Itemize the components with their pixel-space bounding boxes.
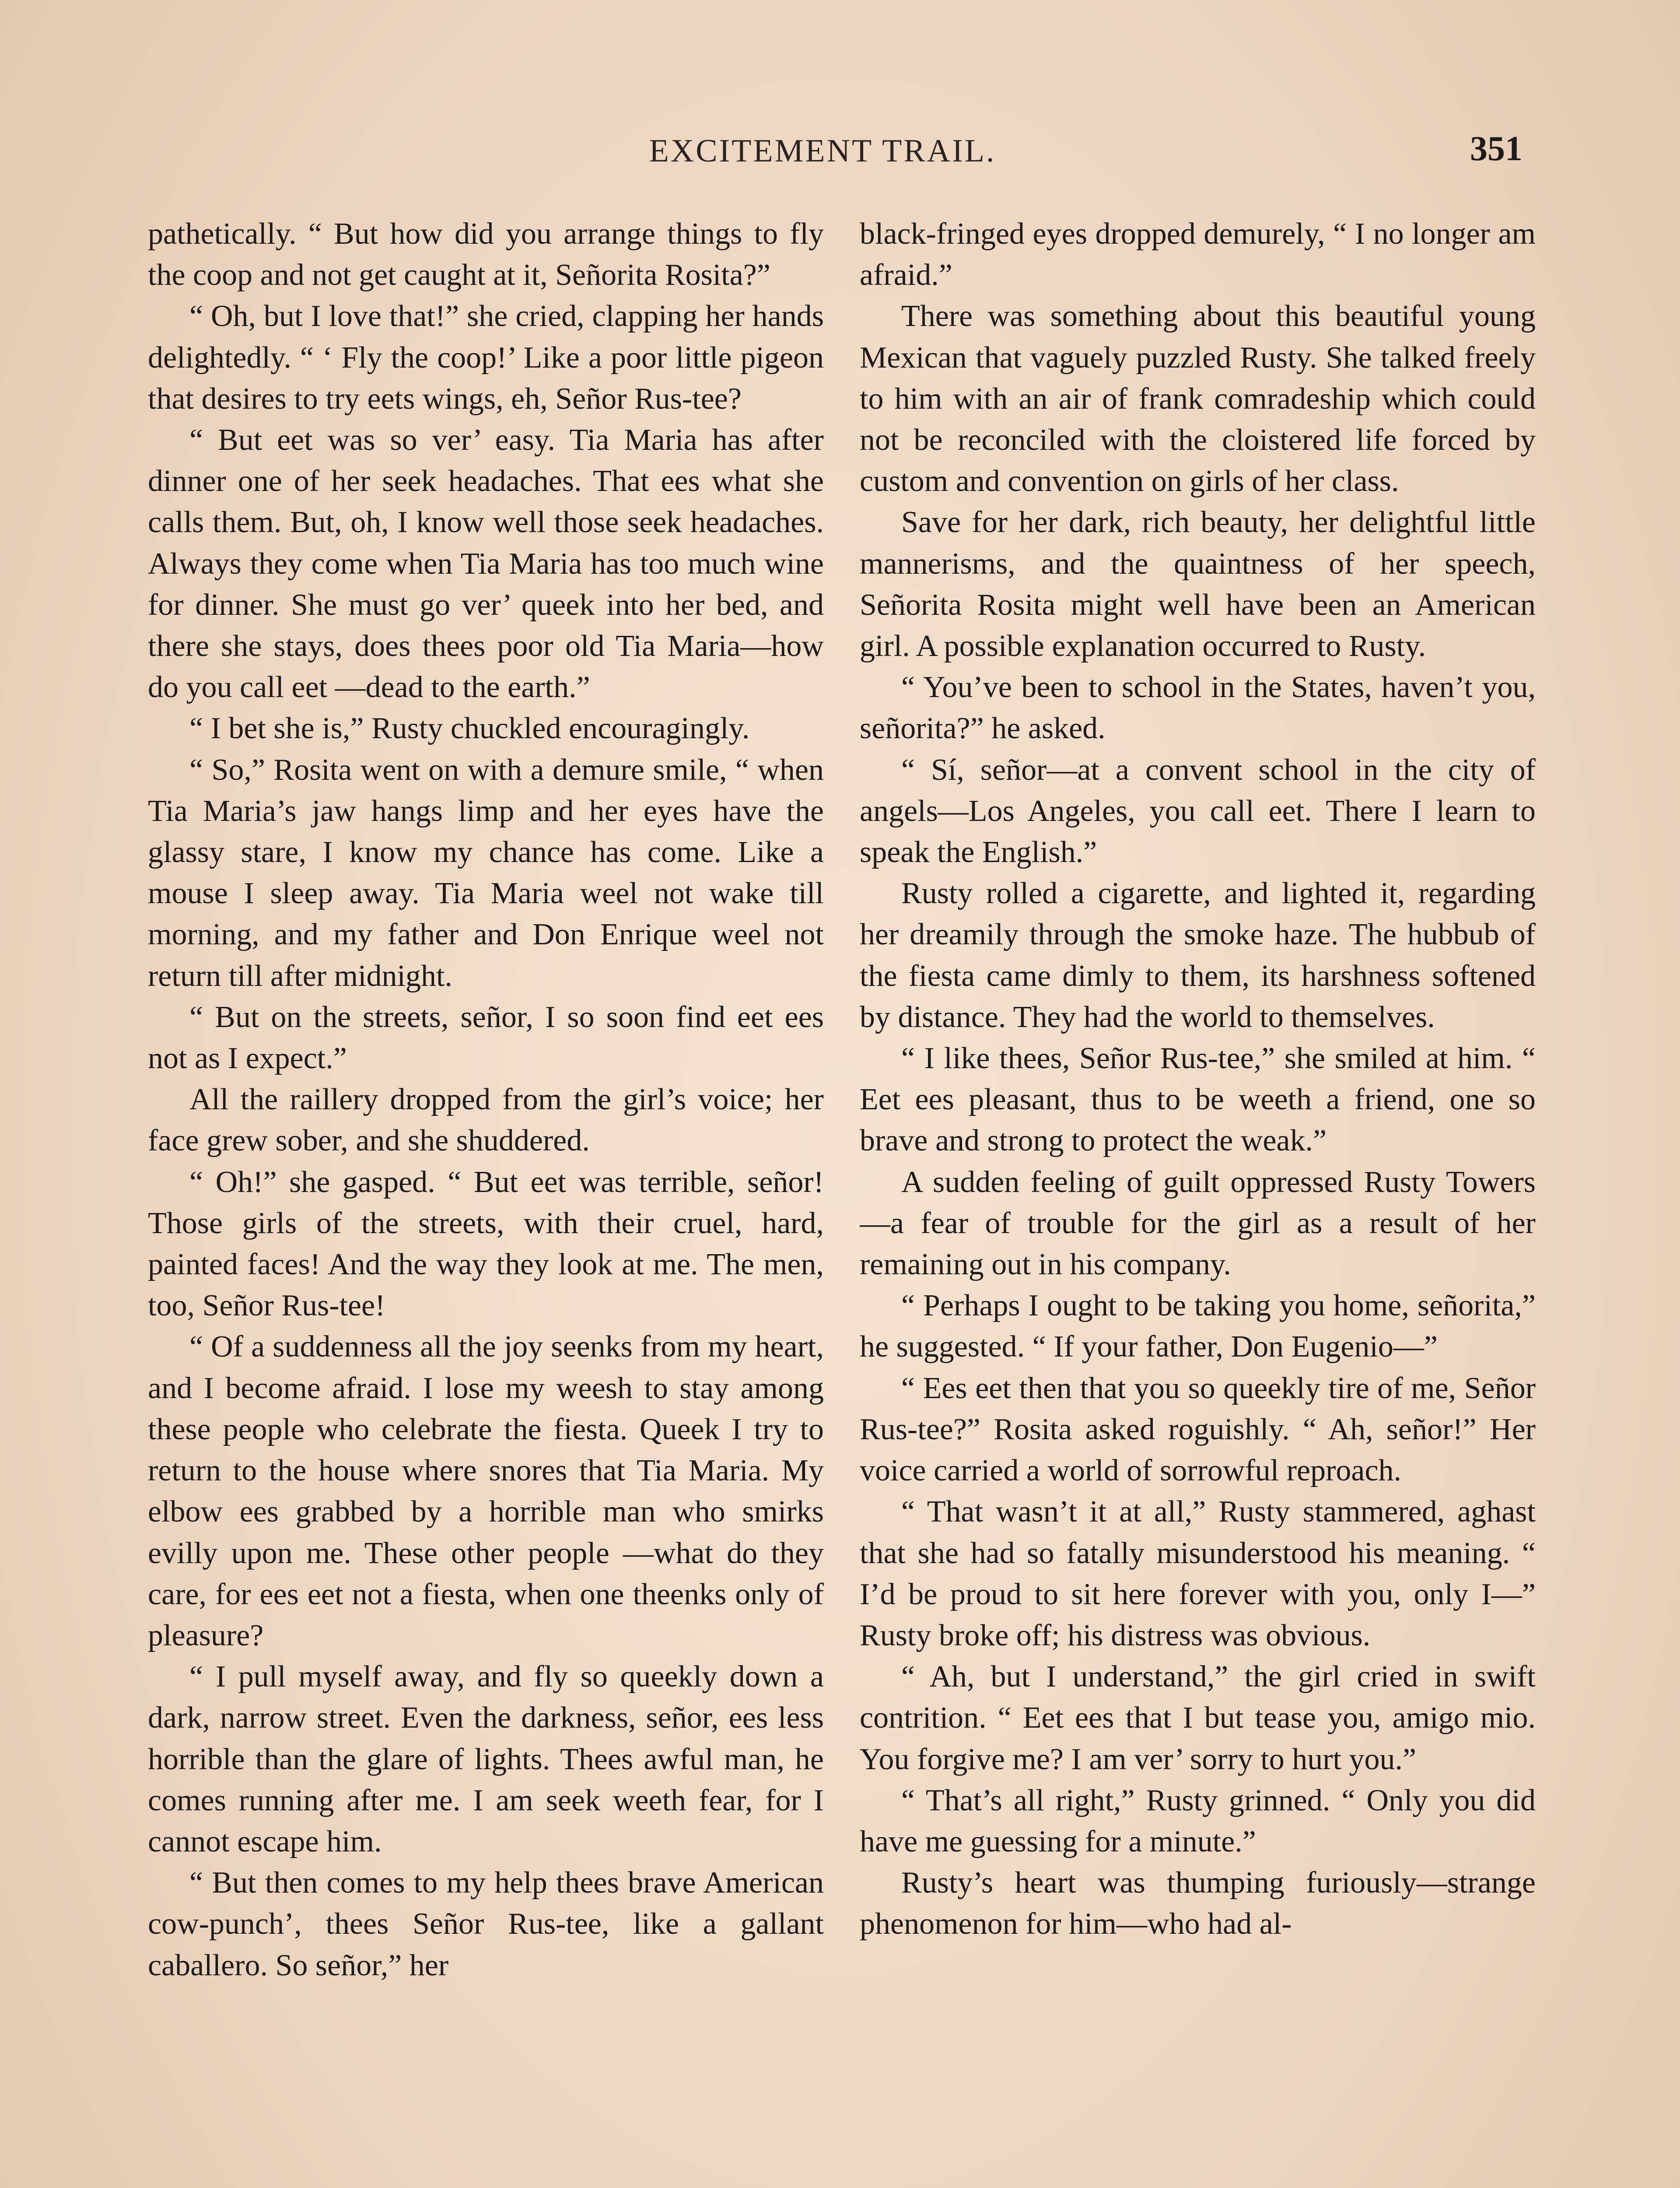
paragraph: A sudden feeling of guilt oppressed Rusty Towers—a fear of trouble for the girl as a result of her remaining out in his company.	[860, 1165, 1536, 1282]
paragraph: “ That wasn’t it at all,” Rusty stammered, aghast that she had so fatally misunderstood his meaning. “ I’d be proud to sit here forever with you, only I—” Rusty broke off; his distress was obvious.	[860, 1495, 1536, 1652]
paragraph: Rusty rolled a cigarette, and lighted it, regarding her dreamily through the smoke haze. The hubbub of the fiesta came dimly to them, its harshness softened by distance. They had the world to themselves.	[860, 877, 1536, 1034]
paragraph: “ I pull myself away, and fly so queekly down a dark, narrow street. Even the darkness, señor, ees less horrible than the glare of lights. Thees awful man, he comes running after me. I am seek weeth fear, for I cannot escape him.	[148, 1660, 824, 1858]
paragraph: “ That’s all right,” Rusty grinned. “ Only you did have me guessing for a minute.”	[860, 1783, 1536, 1858]
paragraph: “ But then comes to my help thees brave American cow-punch’, thees Señor Rus-tee, like a gallant caballero. So señor,” her	[148, 1866, 824, 1982]
paragraph: “ So,” Rosita went on with a demure smile, “ when Tia Maria’s jaw hangs limp and her eyes have the glassy stare, I know my chance has come. Like a mouse I sleep away. Tia Maria weel not wake till morning, and my father and Don Enrique weel not return till after midnight.	[148, 753, 824, 993]
left-text-column	[148, 214, 824, 2188]
paragraph: “ Perhaps I ought to be taking you home, señorita,” he suggested. “ If your father, Don Eugenio—”	[860, 1289, 1536, 1364]
paragraph: “ But on the streets, señor, I so soon find eet ees not as I expect.”	[148, 1000, 824, 1076]
paragraph: Save for her dark, rich beauty, her delightful little mannerisms, and the quaintness of her speech, Señorita Rosita might well have been an American girl. A possible explanation occurred to Rusty.	[860, 505, 1536, 663]
right-text-column	[860, 214, 1536, 2188]
paragraph: There was something about this beautiful young Mexican that vaguely puzzled Rusty. She talked freely to him with an air of frank comradeship which could not be reconciled with the cloistered life forced by custom and convention on girls of her class.	[860, 299, 1536, 498]
paragraph: All the raillery dropped from the girl’s voice; her face grew sober, and she shuddered.	[148, 1083, 824, 1158]
page-number: 351	[1470, 130, 1522, 168]
paragraph: “ You’ve been to school in the States, haven’t you, señorita?” he asked.	[860, 670, 1536, 746]
paragraph: “ But eet was so ver’ easy. Tia Maria has after dinner one of her seek headaches. That ees what she calls them. But, oh, I know well those seek headaches. Always they come when Tia Maria has too much wine for dinner. She must go ver’ queek into her bed, and there she stays, does thees poor old Tia Maria—how do you call eet —dead to the earth.”	[148, 423, 824, 705]
paragraph: “ Ah, but I understand,” the girl cried in swift contrition. “ Eet ees that I but tease you, amigo mio. You forgive me? I am ver’ sorry to hurt you.”	[860, 1660, 1536, 1776]
paragraph: “ Sí, señor—at a convent school in the city of angels—Los Angeles, you call eet. There I learn to speak the English.”	[860, 753, 1536, 870]
paragraph: “ Oh, but I love that!” she cried, clapping her hands delightedly. “ ‘ Fly the coop!’ Like a poor little pigeon that desires to try eets wings, eh, Señor Rus-tee?	[148, 299, 824, 416]
paragraph: pathetically. “ But how did you arrange things to fly the coop and not get caught at it, Señorita Rosita?”	[148, 217, 824, 292]
paragraph: “ I like thees, Señor Rus-tee,” she smiled at him. “ Eet ees pleasant, thus to be weeth a friend, one so brave and strong to protect the weak.”	[860, 1041, 1536, 1158]
paragraph: “ Ees eet then that you so queekly tire of me, Señor Rus-tee?” Rosita asked roguishly. “ Ah, señor!” Her voice carried a world of sorrowful reproach.	[860, 1371, 1536, 1488]
paragraph: black-fringed eyes dropped demurely, “ I no longer am afraid.”	[860, 217, 1536, 292]
paragraph: “ I bet she is,” Rusty chuckled encouragingly.	[189, 712, 750, 746]
paragraph: “ Of a suddenness all the joy seenks from my heart, and I become afraid. I lose my weesh to stay among these people who celebrate the fiesta. Queek I try to return to the house where snores that Tia Maria. My elbow ees grabbed by a horrible man who smirks evilly upon me. These other people —what do they care, for ees eet not a fiesta, when one theenks only of pleasure?	[148, 1330, 824, 1652]
running-header-title: EXCITEMENT TRAIL.	[649, 133, 996, 169]
paragraph: “ Oh!” she gasped. “ But eet was terrible, señor! Those girls of the streets, with their cruel, hard, painted faces! And the way they look at me. The men, too, Señor Rus-tee!	[148, 1165, 824, 1323]
paragraph: Rusty’s heart was thumping furiously—strange phenomenon for him—who had al-	[860, 1866, 1536, 1941]
